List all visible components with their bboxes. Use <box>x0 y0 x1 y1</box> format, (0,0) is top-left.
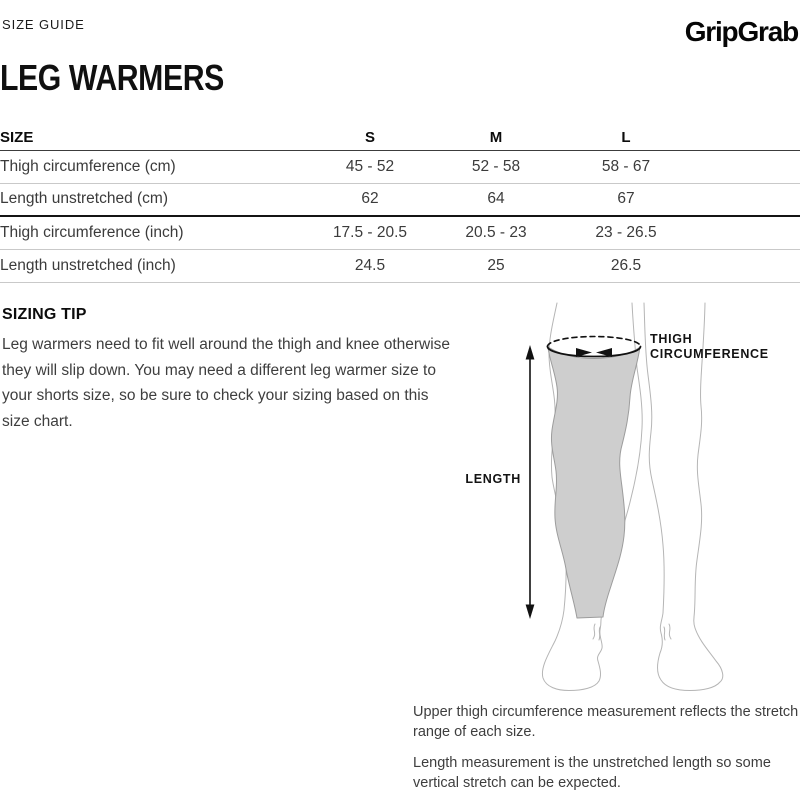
thigh-circumference-label-line2: CIRCUMFERENCE <box>650 347 769 361</box>
cell-value: 17.5 - 20.5 <box>332 223 408 241</box>
size-table <box>0 125 800 283</box>
length-arrow-head-bottom <box>526 605 535 620</box>
cell-value: 52 - 58 <box>471 157 521 175</box>
note-length-measurement: Length measurement is the unstretched length so some vertical stretch can be expected. <box>413 755 771 791</box>
right-leg-outline <box>644 303 723 691</box>
cell-value: 26.5 <box>610 256 642 274</box>
cell-value: 67 <box>617 190 635 208</box>
row-label: Thigh circumference (cm) <box>0 157 176 175</box>
cell-value: 64 <box>487 190 505 208</box>
legs-measurement-diagram <box>410 290 800 702</box>
size-guide-label: SIZE GUIDE <box>2 17 85 32</box>
cell-value: 45 - 52 <box>345 157 395 175</box>
row-label: Length unstretched (inch) <box>0 256 176 274</box>
size-table-header-row <box>0 125 800 150</box>
length-label: LENGTH <box>465 472 521 486</box>
table-row <box>0 150 800 183</box>
size-column-m: M <box>489 128 503 146</box>
table-row <box>0 216 800 249</box>
size-column-s: S <box>364 128 375 146</box>
cell-value: 23 - 26.5 <box>595 223 657 241</box>
sizing-tip-heading: SIZING TIP <box>2 306 87 323</box>
table-row <box>0 249 800 282</box>
row-label: Length unstretched (cm) <box>0 190 169 208</box>
row-label: Thigh circumference (inch) <box>0 223 184 241</box>
thigh-circumference-label-line1: THIGH <box>650 332 693 346</box>
cell-value: 58 - 67 <box>601 157 651 175</box>
gripgrab-logo: GripGrab <box>684 16 798 47</box>
length-arrow-head-top <box>526 345 535 360</box>
page-title: LEG WARMERS <box>0 57 224 98</box>
size-column-l: L <box>621 128 631 146</box>
measurement-notes <box>413 702 799 800</box>
sizing-tip-body: Leg warmers need to fit well around the thigh and knee otherwise they will slip down. You may need a different leg warmer size to your shorts size, so be sure to check your sizing based on this size chart. <box>2 336 451 430</box>
table-row <box>0 183 800 216</box>
note-thigh-circumference: Upper thigh circumference measurement reflects the stretch range of each size. <box>413 704 799 740</box>
cell-value: 24.5 <box>354 256 386 274</box>
size-table-corner-label: SIZE <box>0 128 34 146</box>
cell-value: 62 <box>361 190 379 208</box>
cell-value: 25 <box>487 256 505 274</box>
cell-value: 20.5 - 23 <box>465 223 527 241</box>
